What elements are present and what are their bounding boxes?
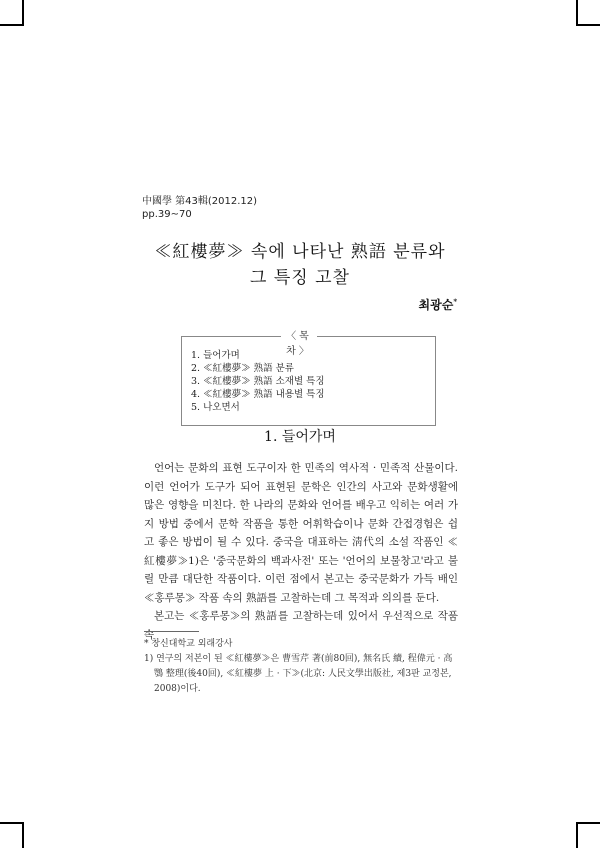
paragraph: 본고는 ≪홍루몽≫의 熟語를 고찰하는데 있어서 우선적으로 작품 속 — [144, 610, 458, 641]
toc-label: 〈목 차〉 — [281, 327, 317, 357]
paragraph: 언어는 문화의 표현 도구이자 한 민족의 역사적 · 민족적 산물이다. 이런 언어가 도구가 되어 표현된 문학은 인간의 사고와 문화생활에 많은 영향을 미친다. 한 나라의 문화와 언어를 배우고 익히는 여러 가지 방법 중에서 문학 작품을 통한 어휘학습이나 문화 간접경험은 쉽고 좋은 방법이 될 수 있다. 중국을 대표하는 淸代의 소설 작품인 ≪紅樓夢≫1)은 '중국문화의 백과사전' 또는 '언어의 보물창고'라고 불릴 만큼 대단한 작품이다. 이런 점에서 본고는 중국문화가 가득 배인 ≪홍루몽≫ 작품 속의 熟語를 고찰하는데 그 목적과 의의를 둔다. — [144, 462, 458, 604]
corner-mark-top-right-v — [576, 0, 578, 26]
section-heading: 1. 들어가며 — [264, 429, 336, 445]
toc-item: 4. ≪紅樓夢≫ 熟語 내용별 특징 — [191, 389, 325, 400]
toc-item: 3. ≪紅樓夢≫ 熟語 소재별 특징 — [191, 376, 325, 387]
footnote-affiliation: * 창신대학교 외래강사 — [144, 639, 233, 649]
paper-title-line-2: 그 특징 고찰 — [250, 268, 350, 288]
footnote-source: 1) 연구의 저본이 된 ≪紅樓夢≫은 曹雪芹 著(前80回), 無名氏 續, 程偉元 · 高鶚 整理(後40回), ≪紅樓夢 上 · 下≫(北京: 人民文學出版社, 제3판 교정본, 2008)이다. — [144, 654, 453, 694]
corner-mark-top-left-v — [22, 0, 24, 26]
corner-mark-bottom-right-v — [576, 822, 578, 848]
toc-item: 5. 나오면서 — [191, 402, 240, 413]
journal-pages: pp.39∼70 — [142, 209, 192, 220]
corner-mark-top-left-h — [0, 24, 22, 26]
footnote-divider — [144, 631, 199, 632]
journal-info — [142, 195, 257, 221]
corner-mark-bottom-left-h — [0, 822, 22, 824]
author-name: 최광순 — [418, 298, 454, 312]
toc-item: 2. ≪紅樓夢≫ 熟語 분류 — [191, 363, 294, 374]
corner-mark-bottom-right-h — [578, 822, 600, 824]
author-footnote-mark: * — [453, 297, 457, 306]
footnotes — [144, 637, 454, 697]
author — [419, 296, 457, 313]
paper-title-line-1: ≪紅樓夢≫ 속에 나타난 熟語 분류와 — [154, 242, 446, 262]
corner-mark-top-right-h — [578, 24, 600, 26]
journal-volume: 中國學 第43輯(2012.12) — [142, 196, 258, 207]
toc-item: 1. 들어가며 — [191, 350, 240, 361]
corner-mark-bottom-left-v — [22, 822, 24, 848]
body-text — [144, 459, 458, 644]
